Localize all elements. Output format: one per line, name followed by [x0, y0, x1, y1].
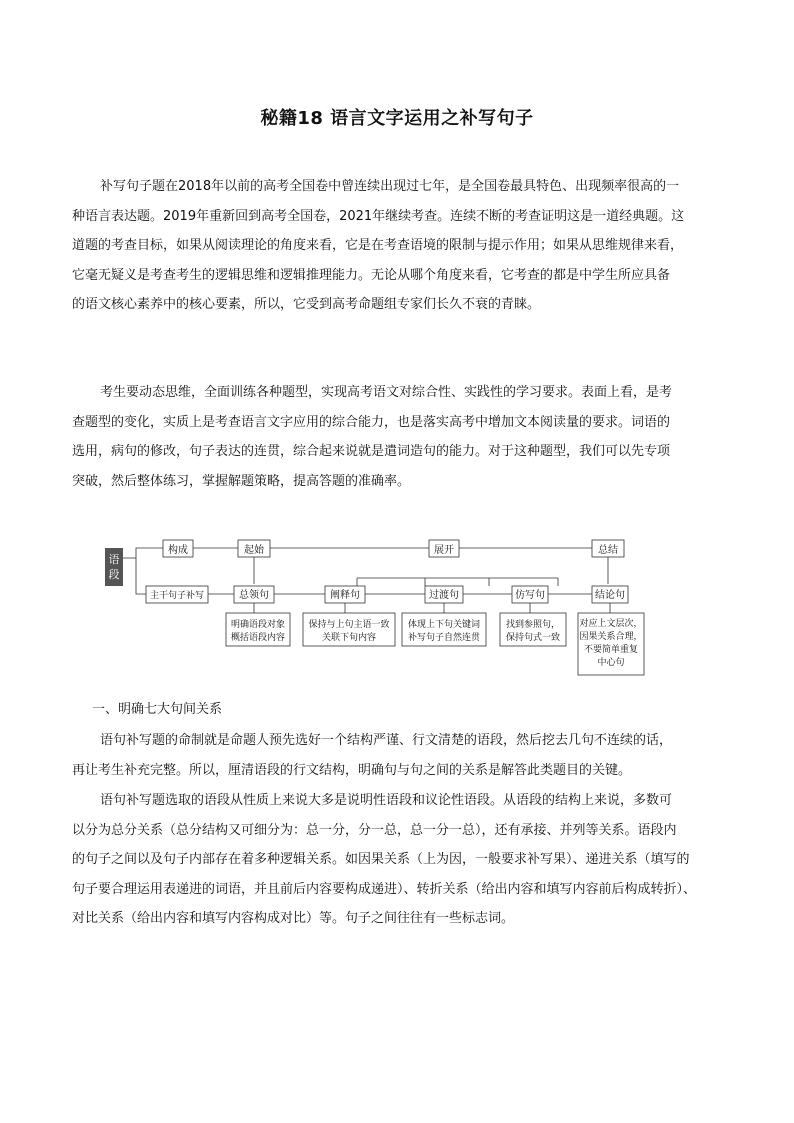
connector — [357, 578, 558, 586]
node-composition-label: 构成 — [168, 545, 188, 556]
node-conclusion-sentence-label: 结论句 — [595, 590, 625, 601]
page-title: 秘籍18 语言文字运用之补写句子 — [260, 108, 534, 129]
section-line: 再让考生补充完整。所以，厘清语段的行文结构，明确句与句之间的关系是解答此类题目的关键。 — [72, 762, 632, 778]
strategy-line: 突破，然后整体练习，掌握解题策略，提高答题的准确率。 — [72, 473, 411, 489]
strategy-line: 考生要动态思维，全面训练各种题型，实现高考语文对综合性、实践性的学习要求。表面上看，是考 — [100, 385, 673, 400]
section-line: 句子要合理运用表递进的词语，并且前后内容要构成递进）、转折关系（给出内容和填写内容前后构成转折）、 — [72, 881, 697, 897]
note-line: 概括语段内容 — [230, 633, 286, 643]
note-line: 体现上下句关键词 — [407, 620, 481, 630]
note-line: 中心句 — [597, 658, 625, 668]
strategy-paragraph — [72, 378, 732, 496]
section-line: 的句子之间以及句子内部存在着多种逻辑关系。如因果关系（上为因，一般要求补写果）、递进关系（填写的 — [72, 852, 690, 868]
node-imitation-sentence-label: 仿写句 — [515, 590, 545, 601]
note-line: 对应上文层次， — [579, 619, 643, 629]
connector — [123, 548, 163, 558]
note-line: 因果关系合理， — [579, 632, 643, 642]
intro-line: 补写句子题在2018年以前的高考全国卷中曾连续出现过七年，是全国卷最具特色、出现频率很高的一 — [100, 179, 680, 194]
note-line: 保持与上句主语一致 — [308, 620, 390, 630]
node-explanation-sentence-label: 阐释句 — [330, 590, 360, 601]
section-heading: 一、明确七大句间关系 — [92, 702, 223, 717]
connector — [254, 602, 610, 613]
node-main-sentence-label: 主干句子补写 — [149, 591, 205, 601]
note-line: 明确语段对象 — [230, 620, 286, 630]
connector — [136, 558, 146, 594]
section-line: 语句补写题的命制就是命题人预先选好一个结构严谨、行文清楚的语段，然后挖去几句不连续的话， — [100, 733, 673, 748]
node-summary-label: 总结 — [598, 545, 618, 556]
note-line: 关联下旬内容 — [321, 633, 377, 643]
node-topic-sentence-label: 总领句 — [239, 590, 269, 601]
strategy-line: 查题型的变化，实质上是考查语言文字应用的综合能力，也是落实高考中增加文本阅读量的要求。词语的 — [72, 414, 671, 430]
note-line: 找到参照句， — [505, 620, 561, 630]
intro-line: 它毫无疑义是考查考生的逻辑思维和逻辑推理能力。无论从哪个角度来看，它考查的都是中学生所应具备 — [72, 267, 671, 283]
section-line: 语句补写题选取的语段从性质上来说大多是说明性语段和议论性语段。从语段的结构上来说，多数可 — [100, 793, 673, 808]
section-line: 以分为总分关系（总分结构又可细分为：总一分，分一总，总一分一总），还有承接、并列等关系。语段内 — [72, 822, 677, 838]
intro-line: 的语文核心素养中的核心要素，所以，它受到高考命题组专家们长久不衰的青睐。 — [72, 297, 541, 313]
note-line: 补写句子自然连贯 — [407, 633, 481, 643]
strategy-line: 选用，病句的修改，句子表达的连贯，综合起来说就是遣词造句的能力。对于这种题型，我们可以先专项 — [72, 444, 671, 460]
node-start-label: 起始 — [244, 545, 264, 556]
intro-line: 道题的考查目标，如果从阅读理论的角度来看，它是在考查语境的限制与提示作用；如果从思维规律来看， — [72, 238, 684, 254]
intro-line: 种语言表达题。2019年重新回到高考全国卷，2021年继续考查。连续不断的考查证明这是一道经典题。这 — [72, 208, 685, 224]
section-paragraph-2 — [72, 786, 732, 934]
intro-paragraph — [72, 172, 732, 320]
root-char-1: 语 — [108, 553, 120, 566]
note-line: 不要简单重复 — [583, 645, 639, 655]
section-paragraph-1 — [72, 726, 732, 785]
root-char-2: 段 — [108, 568, 120, 581]
section-line: 对比关系（给出内容和填写内容构成对比）等。句子之间往往有一些标志词。 — [72, 911, 515, 927]
node-develop-label: 展开 — [434, 545, 454, 556]
paragraph-structure-diagram — [100, 530, 660, 700]
node-transition-sentence-label: 过渡句 — [429, 590, 459, 601]
note-line: 保持句式一致 — [505, 633, 561, 643]
